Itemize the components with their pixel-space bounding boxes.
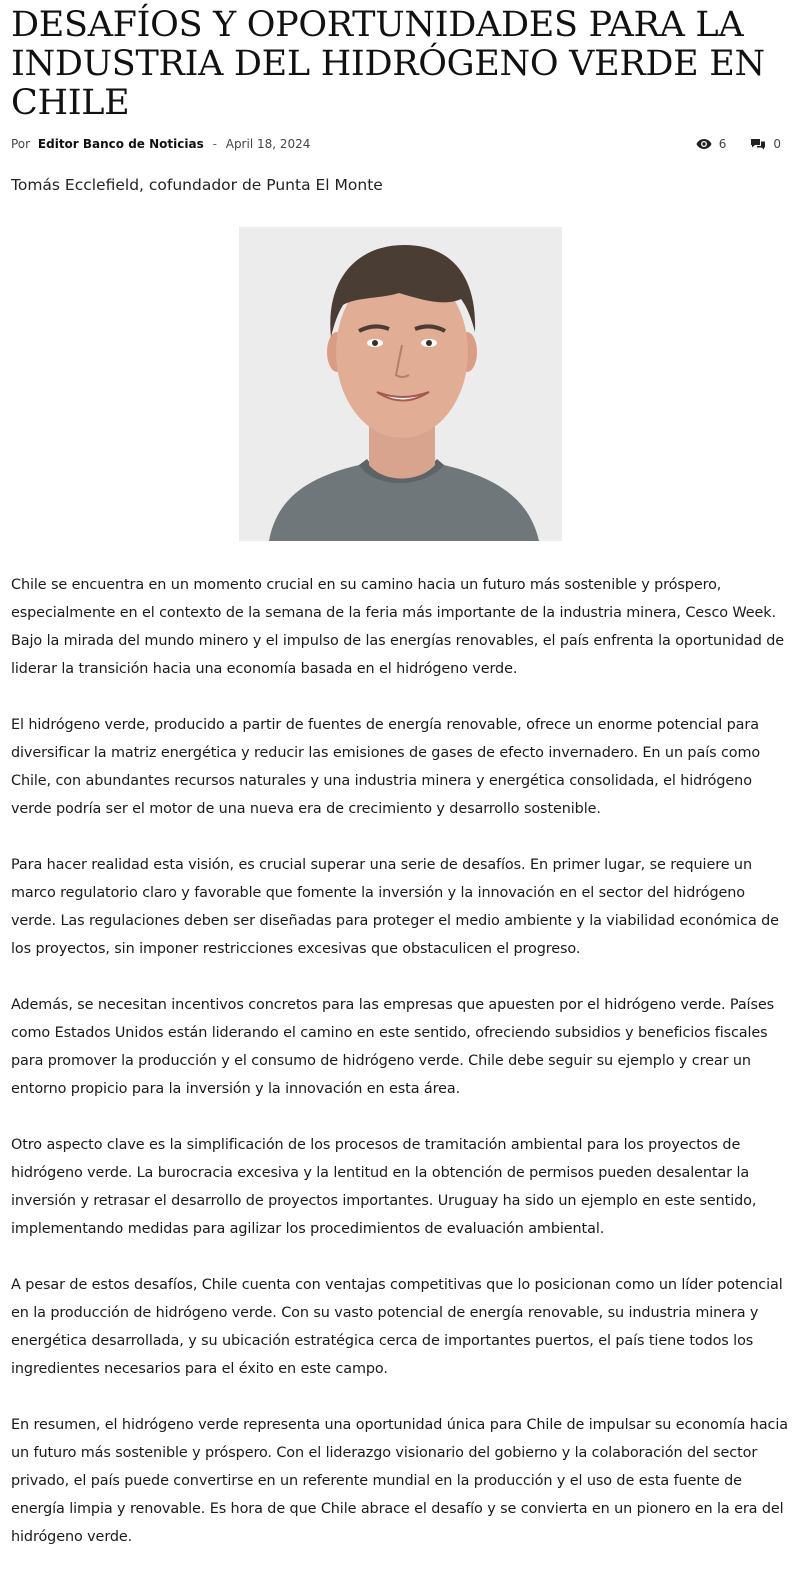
article-figure bbox=[11, 227, 789, 541]
paragraph: Chile se encuentra en un momento crucial en su camino hacia un futuro más sostenible y próspero, especialmente en el contexto de la semana de la feria más importante de la industria minera, Cesco Week. Bajo la mirada del mundo minero y el impulso de las energías renovables, el país enfrenta la oportunidad de liderar la transición hacia una economía basada en el hidrógeno verde. bbox=[11, 577, 784, 677]
paragraph: Para hacer realidad esta visión, es crucial superar una serie de desafíos. En primer lugar, se requiere un marco regulatorio claro y favorable que fomente la inversión y la innovación en el sector del hidrógeno verde. Las regulaciones deben ser diseñadas para proteger el medio ambiente y la viabilidad económica de los proyectos, sin imponer restricciones excesivas que obstaculicen el progreso. bbox=[11, 857, 779, 957]
meta-separator: - bbox=[212, 137, 217, 151]
article-subtitle: Tomás Ecclefield, cofundador de Punta El Monte bbox=[11, 176, 383, 194]
paragraph: A pesar de estos desafíos, Chile cuenta con ventajas competitivas que lo posicionan como un líder potencial en la producción de hidrógeno verde. Con su vasto potencial de energía renovable, su industria minera y energética desarrollada, y su ubicación estratégica cerca de importantes puertos, el país tiene todos los ingredientes necesarios para el éxito en este campo. bbox=[11, 1277, 783, 1377]
eye-icon bbox=[696, 138, 712, 150]
by-label: Por bbox=[11, 137, 31, 151]
views-counter bbox=[696, 135, 727, 153]
paragraph: Otro aspecto clave es la simplificación de los procesos de tramitación ambiental para los proyectos de hidrógeno verde. La burocracia excesiva y la lentitud en la obtención de permisos pueden desalentar la inversión y retrasar el desarrollo de proyectos importantes. Uruguay ha sido un ejemplo en este sentido, implementando medidas para agilizar los procedimientos de evaluación ambiental. bbox=[11, 1137, 757, 1237]
comments-count: 0 bbox=[773, 137, 781, 151]
publish-date: April 18, 2024 bbox=[225, 137, 311, 151]
paragraph: Además, se necesitan incentivos concretos para las empresas que apuesten por el hidrógeno verde. Países como Estados Unidos están liderando el camino en este sentido, ofreciendo subsidios y beneficios fiscales para promover la producción y el consumo de hidrógeno verde. Chile debe seguir su ejemplo y crear un entorno propicio para la inversión y la innovación en esta área. bbox=[11, 997, 775, 1097]
author-link[interactable]: Editor Banco de Noticias bbox=[37, 137, 204, 151]
paragraph: En resumen, el hidrógeno verde representa una oportunidad única para Chile de impulsar su economía hacia un futuro más sostenible y próspero. Con el liderazgo visionario del gobierno y la colaboración del sector privado, el país puede convertirse en un referente mundial en la producción y el uso de esta fuente de energía limpia y renovable. Es hora de que Chile abrace el desafío y se convierta en un pionero en la era del hidrógeno verde. bbox=[11, 1417, 788, 1545]
portrait-illustration bbox=[239, 227, 562, 541]
article-stats bbox=[696, 135, 781, 153]
comment-icon bbox=[750, 138, 766, 150]
author-portrait bbox=[239, 227, 562, 541]
article-body bbox=[11, 571, 789, 1551]
article-title: DESAFÍOS Y OPORTUNIDADES PARA LA INDUSTRIA DEL HIDRÓGENO VERDE EN CHILE bbox=[11, 5, 765, 123]
article-meta bbox=[11, 135, 789, 153]
comments-counter[interactable] bbox=[750, 135, 781, 153]
paragraph: El hidrógeno verde, producido a partir de fuentes de energía renovable, ofrece un enorme potencial para diversificar la matriz energética y reducir las emisiones de gases de efecto invernadero. En un país como Chile, con abundantes recursos naturales y una industria minera y energética consolidada, el hidrógeno verde podría ser el motor de una nueva era de crecimiento y desarrollo sostenible. bbox=[11, 717, 761, 817]
views-count: 6 bbox=[718, 137, 727, 151]
